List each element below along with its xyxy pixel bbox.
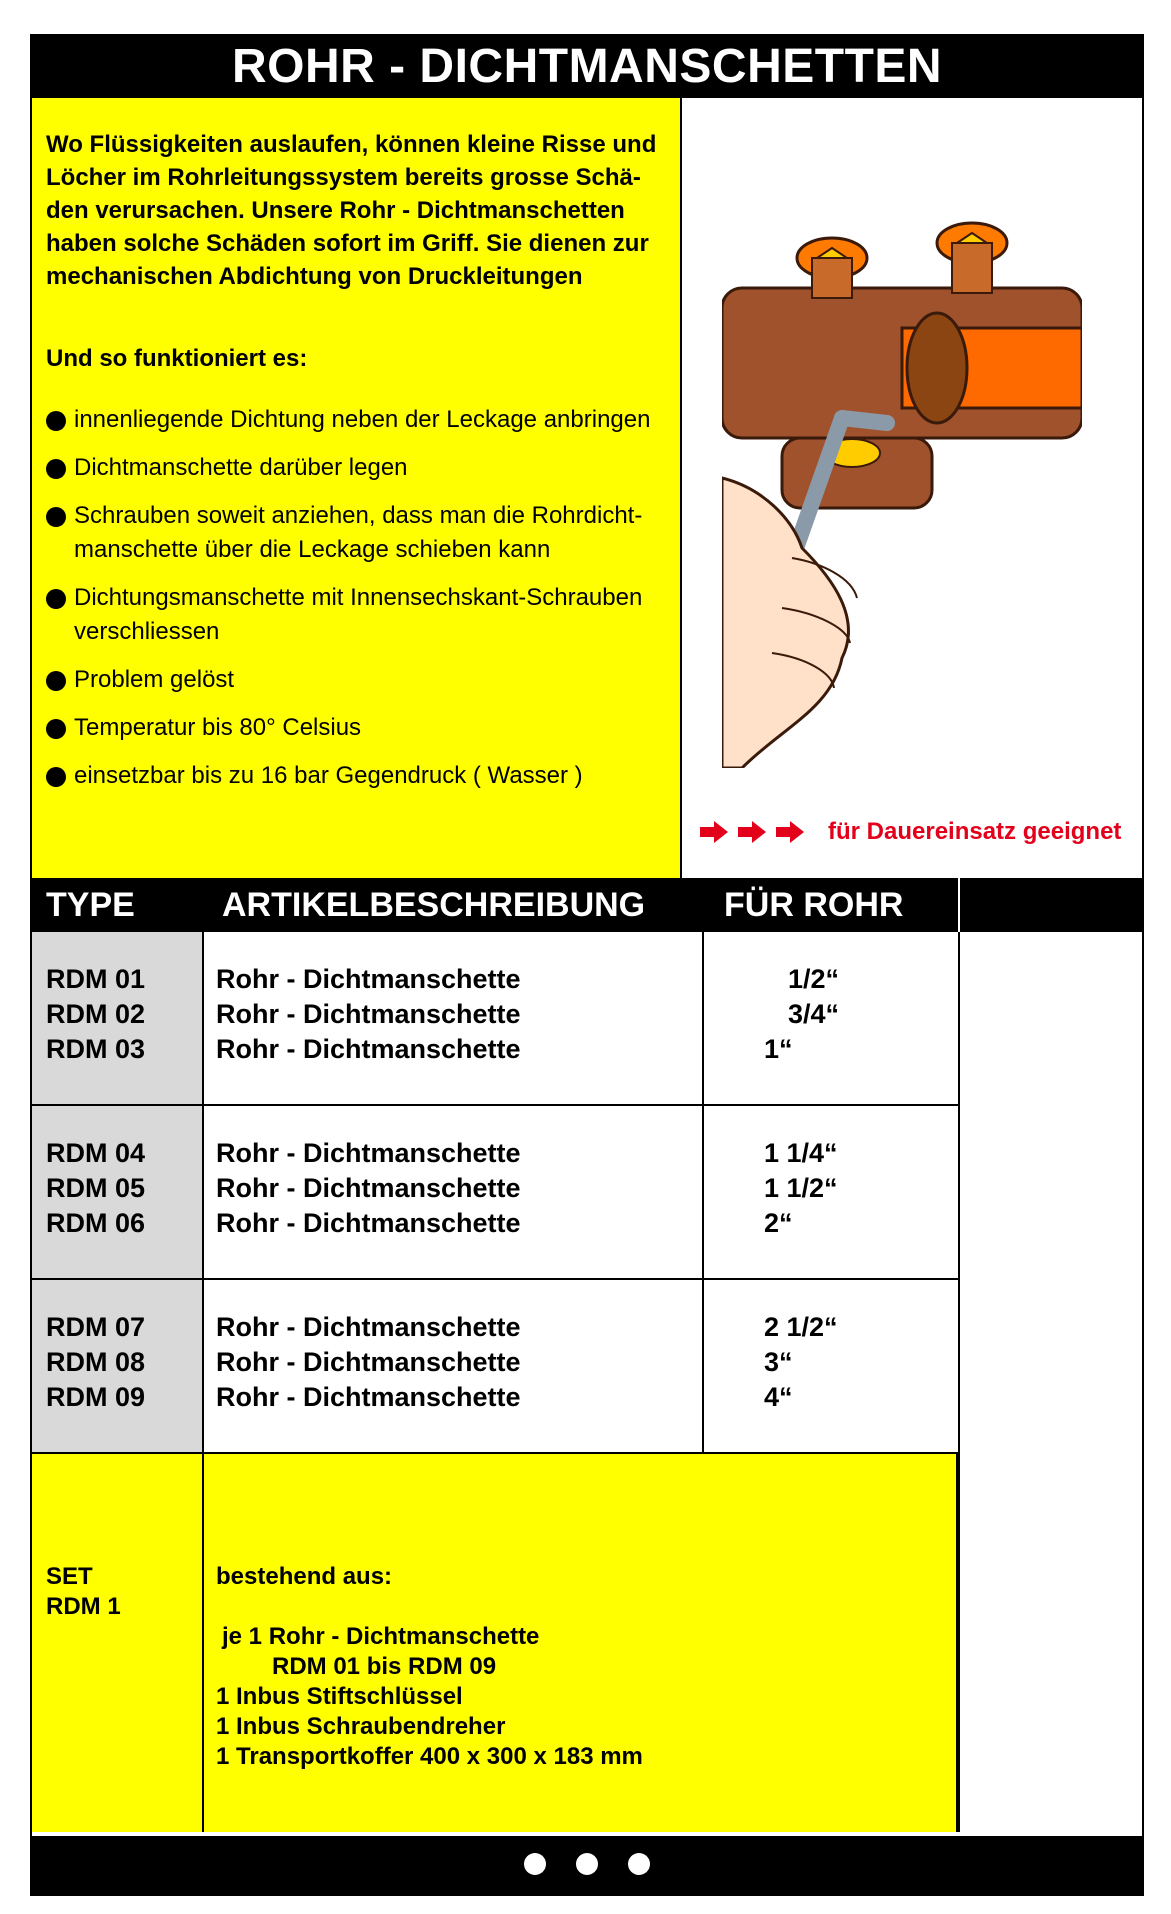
table-row-group <box>32 932 958 1106</box>
type-code: RDM 04 <box>46 1138 146 1168</box>
intro-text <box>46 128 666 293</box>
type-cell <box>32 932 204 1104</box>
header-description: ARTIKELBESCHREIBUNG <box>222 886 646 924</box>
set-section <box>32 1454 958 1832</box>
step-item <box>46 759 676 793</box>
article-description: Rohr - Dichtmanschette <box>216 1208 521 1238</box>
set-item: 1 Transportkoffer 400 x 300 x 183 mm <box>216 1743 643 1770</box>
header-pipe-size: FÜR ROHR <box>724 886 904 924</box>
feature-note <box>700 818 1130 846</box>
article-description: Rohr - Dichtmanschette <box>216 1173 521 1203</box>
three-dots-icon <box>32 1853 1142 1880</box>
pipe-size: 2 1/2“ <box>764 1312 838 1342</box>
arrow-right-icon <box>776 821 804 843</box>
type-cell <box>32 1106 204 1278</box>
step-item <box>46 403 676 437</box>
step-item <box>46 663 676 697</box>
step-text-continued: manschette über die Leckage schieben kann <box>74 536 551 563</box>
step-item <box>46 451 676 485</box>
bullet-icon <box>46 459 66 479</box>
pipe-size: 1“ <box>764 1034 793 1064</box>
set-type-line: RDM 1 <box>46 1593 121 1620</box>
article-description: Rohr - Dichtmanschette <box>216 999 521 1029</box>
steps-list <box>46 403 676 807</box>
dot-icon <box>524 1853 546 1875</box>
type-code: RDM 02 <box>46 999 146 1029</box>
table-row-group <box>32 1280 958 1454</box>
type-code: RDM 01 <box>46 964 146 994</box>
size-cell <box>704 932 958 1104</box>
set-item: je 1 Rohr - Dichtmanschette <box>222 1623 540 1650</box>
pipe-size: 3“ <box>764 1347 793 1377</box>
article-description: Rohr - Dichtmanschette <box>216 1034 521 1064</box>
article-description: Rohr - Dichtmanschette <box>216 1312 521 1342</box>
description-cell <box>204 932 704 1104</box>
description-cell <box>204 1280 704 1452</box>
illustration-panel <box>682 98 1142 878</box>
product-sheet <box>30 34 1144 1896</box>
article-description: Rohr - Dichtmanschette <box>216 1138 521 1168</box>
set-items <box>216 1622 643 1772</box>
pipe-size: 1/2“ <box>788 964 840 994</box>
step-text: Dichtmanschette darüber legen <box>74 454 408 481</box>
step-text: Problem gelöst <box>74 666 235 693</box>
dot-icon <box>628 1853 650 1875</box>
step-text: innenliegende Dichtung neben der Leckage anbringen <box>74 406 651 433</box>
table-row-group <box>32 1106 958 1280</box>
pipe-clamp-illustration <box>722 188 1082 768</box>
pipe-size: 1 1/2“ <box>764 1173 838 1203</box>
article-description: Rohr - Dichtmanschette <box>216 964 521 994</box>
set-type-cell <box>32 1454 204 1832</box>
type-code: RDM 06 <box>46 1208 146 1238</box>
pipe-size: 1 1/4“ <box>764 1138 838 1168</box>
type-code: RDM 08 <box>46 1347 146 1377</box>
article-description: Rohr - Dichtmanschette <box>216 1347 521 1377</box>
type-code: RDM 05 <box>46 1173 146 1203</box>
bullet-icon <box>46 589 66 609</box>
step-text-continued: verschliessen <box>74 618 220 645</box>
bullet-icon <box>46 411 66 431</box>
type-code: RDM 03 <box>46 1034 146 1064</box>
step-text: Dichtungsmanschette mit Innensechskant-Schrauben <box>74 584 643 611</box>
description-cell <box>204 1106 704 1278</box>
pipe-size: 2“ <box>764 1208 793 1238</box>
arrow-right-icon <box>738 821 766 843</box>
set-type-line: SET <box>46 1563 93 1590</box>
feature-text: für Dauereinsatz geeignet <box>828 818 1122 845</box>
step-item <box>46 499 676 567</box>
step-text: Schrauben soweit anziehen, dass man die Rohrdicht- <box>74 502 643 529</box>
step-item <box>46 711 676 745</box>
page-title: ROHR - DICHTMANSCHETTEN <box>32 36 1142 98</box>
step-item <box>46 581 676 649</box>
size-cell <box>704 1106 958 1278</box>
set-item: 1 Inbus Schraubendreher <box>216 1713 506 1740</box>
pipe-size: 3/4“ <box>788 999 840 1029</box>
empty-column <box>958 932 1142 1832</box>
size-cell <box>704 1280 958 1452</box>
footer-bar <box>32 1836 1142 1894</box>
set-item: 1 Inbus Stiftschlüssel <box>216 1683 463 1710</box>
set-item: RDM 01 bis RDM 09 <box>272 1653 497 1680</box>
step-text: einsetzbar bis zu 16 bar Gegendruck ( Wasser ) <box>74 762 583 789</box>
arrow-right-icon <box>700 821 728 843</box>
set-description-cell <box>204 1454 958 1832</box>
intro-line: haben solche Schäden sofort im Griff. Sie dienen zur <box>46 230 649 257</box>
type-code: RDM 07 <box>46 1312 146 1342</box>
bullet-icon <box>46 719 66 739</box>
header-type: TYPE <box>46 886 135 924</box>
step-text: Temperatur bis 80° Celsius <box>74 714 362 741</box>
type-code: RDM 09 <box>46 1382 146 1412</box>
bullet-icon <box>46 767 66 787</box>
article-description: Rohr - Dichtmanschette <box>216 1382 521 1412</box>
intro-line: Wo Flüssigkeiten auslaufen, können kleine Risse und <box>46 131 657 158</box>
bullet-icon <box>46 671 66 691</box>
intro-line: Löcher im Rohrleitungssystem bereits grosse Schä- <box>46 164 641 191</box>
header-divider <box>958 878 960 932</box>
bullet-icon <box>46 507 66 527</box>
intro-line: mechanischen Abdichtung von Druckleitungen <box>46 263 583 290</box>
table-header <box>32 878 1142 932</box>
dot-icon <box>576 1853 598 1875</box>
how-it-works-heading: Und so funktioniert es: <box>46 345 308 372</box>
pipe-size: 4“ <box>764 1382 793 1412</box>
type-cell <box>32 1280 204 1452</box>
intro-panel <box>32 98 682 878</box>
set-label: bestehend aus: <box>216 1563 393 1590</box>
intro-line: den verursachen. Unsere Rohr - Dichtmanschetten <box>46 197 625 224</box>
